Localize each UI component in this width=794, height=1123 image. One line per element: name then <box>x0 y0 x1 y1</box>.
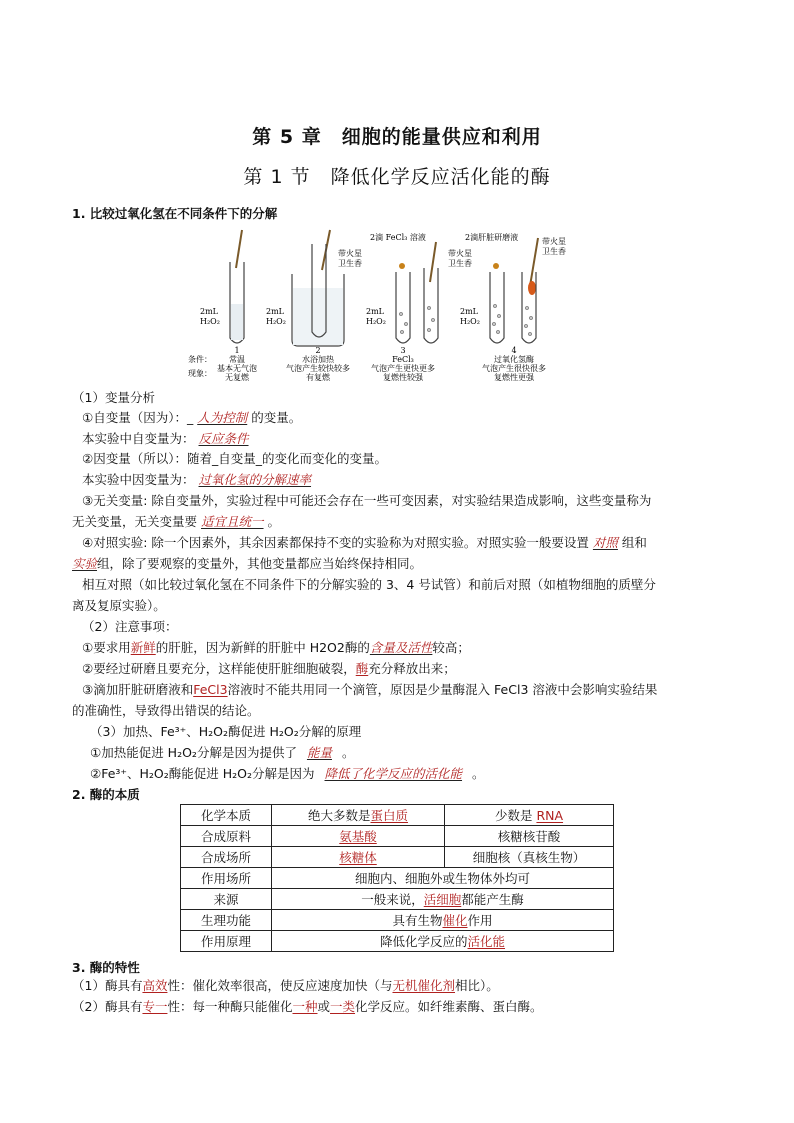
section1-heading: 1. 比较过氧化氢在不同条件下的分解 <box>72 206 278 221</box>
tube-1-number: 1 <box>234 346 240 355</box>
h2o2-formula-3: H₂O₂ <box>366 317 386 326</box>
red-one-class: 一类 <box>330 999 356 1014</box>
red-fecl3: FeCl3 <box>193 682 228 697</box>
note-3-line-1: ③滴加肝脏研磨液和FeCl3溶液时不能共用同一个滴管，原因是少量酶混入 FeCl3 溶液中会影响实验结果 <box>82 682 658 697</box>
blank-experiment: 实验 <box>72 556 98 571</box>
spark-label-1: 带火星 <box>338 249 362 258</box>
blank-human-control: 人为控制 <box>197 410 248 425</box>
independent-variable-experiment-line: 本实验中自变量为： 反应条件 <box>82 431 253 447</box>
table-row: 作用原理 降低化学反应的活化能 <box>181 931 614 952</box>
h2o2-volume-4: 2mL <box>460 307 478 316</box>
table-row: 来源 一般来说，活细胞都能产生酶 <box>181 889 614 910</box>
note-2: ②要经过研磨且要充分，这样能使肝脏细胞破裂，酶充分释放出来； <box>82 661 456 676</box>
tube-1-phenomenon-1: 基本无气泡 <box>217 364 257 373</box>
spark-label-3: 带火星 <box>542 237 566 246</box>
h2o2-formula-1: H₂O₂ <box>200 317 220 326</box>
table-row: 生理功能 具有生物催化作用 <box>181 910 614 931</box>
table-row: 合成场所 核糖体 细胞核（真核生物） <box>181 847 614 868</box>
h2o2-volume-2: 2mL <box>266 307 284 316</box>
section2-heading: 2. 酶的本质 <box>72 787 140 802</box>
tube-4-condition: 过氧化氢酶 <box>494 355 534 364</box>
principle-title: （3）加热、Fe³⁺、H₂O₂酶促进 H₂O₂分解的原理 <box>90 724 362 739</box>
dependent-variable-experiment-line: 本实验中因变量为： 过氧化氢的分解速率 <box>82 472 351 488</box>
tube-3-phenomenon-2: 复燃性较强 <box>383 373 423 382</box>
blank-reaction-conditions: 反应条件 <box>198 431 249 446</box>
table-row: 化学本质 绝大多数是蛋白质 少数是 RNA <box>181 805 614 826</box>
dependent-variable-line: ②因变量（所以）：随着_自变量_的变化而变化的变量。 <box>82 451 387 466</box>
fecl3-label: 2滴 FeCl₃ 溶液 <box>370 233 426 242</box>
tube-2-phenomenon-2: 有复燃 <box>306 373 330 382</box>
notes-title: （2）注意事项： <box>82 619 178 634</box>
test-tube-figure <box>180 228 580 384</box>
principle-2: ②Fe³⁺、H₂O₂酶能促进 H₂O₂分解是因为 降低了化学反应的活化能 。 <box>90 766 485 781</box>
tube-1 <box>217 230 257 382</box>
enzyme-nature-table <box>180 804 614 952</box>
tube-4-number: 4 <box>511 346 517 355</box>
red-enzyme: 酶 <box>355 661 369 676</box>
tube-3-number: 3 <box>400 346 406 355</box>
note-1: ①要求用新鲜的肝脏，因为新鲜的肝脏中 H2O2酶的含量及活性较高； <box>82 640 470 655</box>
chapter-title: 第 5 章 细胞的能量供应和利用 <box>252 126 542 148</box>
h2o2-volume-1: 2mL <box>200 307 218 316</box>
principle-1: ①加热能促进 H₂O₂分解是因为提供了 能量 。 <box>90 745 355 760</box>
independent-variable-line: ①自变量（因为）：_ 人为控制 的变量。 <box>82 410 302 425</box>
phenomenon-row-label: 现象： <box>188 369 212 378</box>
section-title: 第 1 节 降低化学反应活化能的酶 <box>243 166 551 188</box>
blank-decomposition-rate: 过氧化氢的分解速率 <box>198 472 312 487</box>
red-fresh: 新鲜 <box>130 640 156 655</box>
variable-analysis-title: （1）变量分析 <box>72 390 155 405</box>
tube-3-phenomenon-1: 气泡产生更快更多 <box>371 364 435 373</box>
liver-label: 2滴肝脏研磨液 <box>465 233 519 242</box>
blank-control: 对照 <box>592 535 618 550</box>
incense-label-3: 卫生香 <box>542 247 566 256</box>
red-specificity: 专一 <box>142 999 168 1014</box>
table-row: 作用场所 细胞内、细胞外或生物体外均可 <box>181 868 614 889</box>
irrelevant-variable-line-2: 无关变量，无关变量要 适宜且统一 。 <box>72 514 281 529</box>
tube-3-condition: FeCl₃ <box>392 355 414 364</box>
tube-2-phenomenon-1: 气泡产生较快较多 <box>286 364 350 373</box>
control-experiment-line-2: 实验组，除了要观察的变量外，其他变量都应当始终保持相同。 <box>72 556 423 571</box>
red-high-efficiency: 高效 <box>142 978 168 993</box>
tube-4-phenomenon-2: 复燃性更强 <box>494 373 534 382</box>
control-experiment-line-1: ④对照实验: 除一个因素外，其余因素都保持不变的实验称为对照实验。对照实验一般要设置 对照 组和 <box>82 535 647 550</box>
red-inorganic-catalyst: 无机催化剂 <box>392 978 455 993</box>
condition-row-label: 条件： <box>188 355 212 364</box>
mutual-control-line-2: 离及复原实验）。 <box>72 598 166 613</box>
spark-label-2: 带火星 <box>448 249 472 258</box>
h2o2-volume-3: 2mL <box>366 307 384 316</box>
table-row: 合成原料 氨基酸 核糖核苷酸 <box>181 826 614 847</box>
blank-energy: 能量 <box>306 745 332 760</box>
tube-2-number: 2 <box>315 346 321 355</box>
note-3-line-2: 的准确性，导致得出错误的结论。 <box>72 703 260 718</box>
tube-4 <box>482 238 546 382</box>
blank-lower-activation-energy: 降低了化学反应的活化能 <box>324 766 463 781</box>
h2o2-formula-4: H₂O₂ <box>460 317 480 326</box>
tube-2-condition: 水浴加热 <box>302 355 334 364</box>
property-high-efficiency: （1）酶具有高效性：催化效率很高，使反应速度加快（与无机催化剂相比）。 <box>72 978 499 993</box>
incense-label-2: 卫生香 <box>448 259 472 268</box>
tube-1-condition: 常温 <box>229 355 245 364</box>
irrelevant-variable-line-1: ③无关变量: 除自变量外，实验过程中可能还会存在一些可变因素，对实验结果造成影响，这些变量称为 <box>82 493 652 508</box>
blank-appropriate-uniform: 适宜且统一 <box>201 514 264 529</box>
blank-content-activity: 含量及活性 <box>369 640 433 655</box>
section3-heading: 3. 酶的特性 <box>72 960 140 975</box>
property-specificity: （2）酶具有专一性：每一种酶只能催化一种或一类化学反应。如纤维素酶、蛋白酶。 <box>72 999 543 1014</box>
h2o2-formula-2: H₂O₂ <box>266 317 286 326</box>
tube-4-phenomenon-1: 气泡产生很快很多 <box>482 364 546 373</box>
incense-label-1: 卫生香 <box>338 259 362 268</box>
tube-1-phenomenon-2: 无复燃 <box>225 373 249 382</box>
red-one-kind: 一种 <box>292 999 318 1014</box>
mutual-control-line-1: 相互对照（如比较过氧化氢在不同条件下的分解实验的 3、4 号试管）和前后对照（如植物细胞的质壁分 <box>82 577 656 592</box>
